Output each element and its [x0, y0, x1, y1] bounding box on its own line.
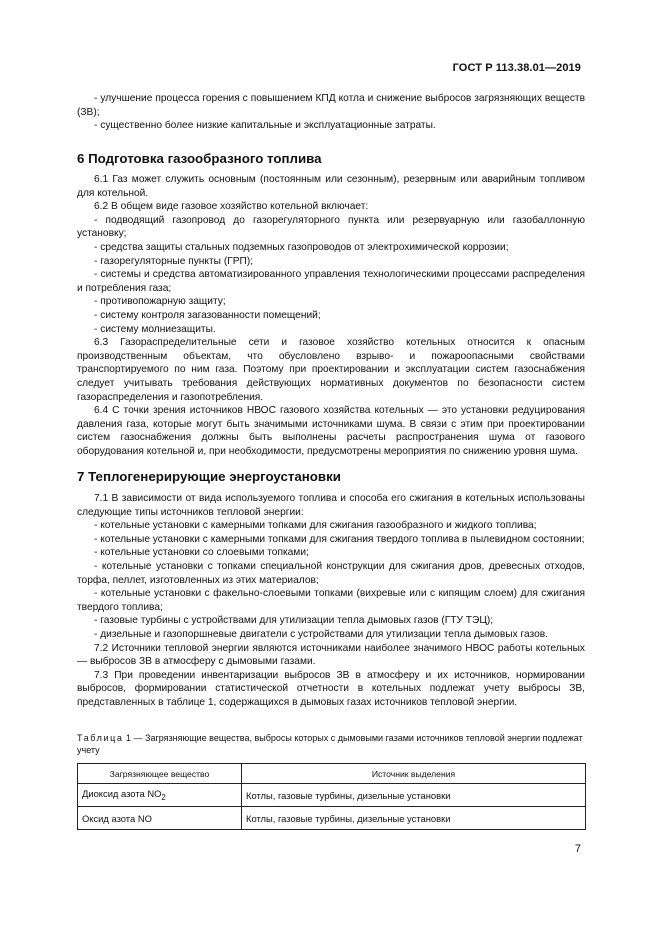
- list-item: - дизельные и газопоршневые двигатели с устройствами для утилизации тепла дымовых газов.: [94, 628, 549, 640]
- list-item: - газорегуляторные пункты (ГРП);: [94, 255, 254, 267]
- column-header-source: Источник выделения: [242, 764, 586, 784]
- list-item: - средства защиты стальных подземных газопроводов от электрохимической коррозии;: [94, 241, 509, 253]
- table-caption-label: Таблица: [77, 733, 124, 743]
- intro-list: [77, 92, 585, 133]
- paragraph: 6.2 В общем виде газовое хозяйство котельной включает:: [94, 201, 369, 213]
- pollutants-table: [77, 763, 586, 830]
- table-row: [78, 784, 586, 807]
- list-item: - котельные установки с камерными топками для сжигания газообразного и жидкого топлива;: [94, 520, 537, 532]
- substance-subscript: 2: [161, 792, 166, 802]
- substance-name: Диоксид азота NO: [82, 788, 162, 800]
- source-cell: Котлы, газовые турбины, дизельные установки: [242, 784, 586, 807]
- list-item: - системы и средства автоматизированного управления технологическими процессами распределения и потребления газа;: [77, 269, 585, 294]
- paragraph: 6.4 С точки зрения источников НВОС газового хозяйства котельных — это установки редуцирования давления газа, которые могут быть значимыми источниками шума. В связи с этим при проектировании систем газоснабжения должны быть выполнены расчеты распространения шума от газового оборудования котельной и, при необходимости, предусмотрены мероприятия по снижению уровня шума.: [77, 405, 585, 457]
- list-item: - котельные установки со слоевыми топками;: [94, 547, 309, 559]
- section-7-title: 7 Теплогенерирующие энергоустановки: [77, 469, 341, 484]
- substance-cell: [78, 807, 242, 830]
- paragraph: 7.1 В зависимости от вида используемого топлива и способа его сжигания в котельных использованы следующие типы источников тепловой энергии:: [77, 493, 585, 518]
- list-item: - улучшение процесса горения с повышением КПД котла и снижение выбросов загрязняющих веществ (ЗВ);: [77, 93, 585, 118]
- table-caption-text: 1 — Загрязняющие вещества, выбросы которых с дымовыми газами источников тепловой энергии подлежат учету: [77, 733, 583, 755]
- list-item: - котельные установки с топками специальной конструкции для сжигания дров, древесных отходов, торфа, пеллет, изготовленных из этих материалов;: [77, 560, 585, 586]
- list-item: - котельные установки с факельно-слоевыми топками (вихревые или с кипящим слоем) для сжигания твердого топлива;: [77, 588, 585, 613]
- list-item: - систему контроля загазованности помещений;: [94, 309, 321, 321]
- column-header-substance: Загрязняющее вещество: [78, 764, 242, 784]
- list-item: - систему молниезащиты.: [94, 323, 216, 335]
- table-caption: [77, 732, 587, 756]
- list-item: - газовые турбины с устройствами для утилизации тепла дымовых газов (ГТУ ТЭЦ);: [94, 615, 494, 627]
- paragraph: 7.2 Источники тепловой энергии являются источниками наиболее значимого НВОС работы котельных — выбросов ЗВ в атмосферу с дымовыми газами.: [77, 642, 585, 668]
- section-6-title: 6 Подготовка газообразного топлива: [77, 151, 322, 166]
- section-6-body: [77, 173, 585, 458]
- paragraph: 6.1 Газ может служить основным (постоянным или сезонным), резервным или аварийным топливом для котельной.: [77, 174, 585, 199]
- list-item: - существенно более низкие капитальные и эксплуатационные затраты.: [94, 120, 436, 132]
- standard-header: ГОСТ Р 113.38.01—2019: [452, 62, 581, 74]
- substance-name: Оксид азота NO: [82, 812, 152, 824]
- source-cell: Котлы, газовые турбины, дизельные установки: [242, 807, 586, 830]
- section-7-body: [77, 492, 585, 710]
- list-item: - противопожарную защиту;: [94, 296, 226, 308]
- paragraph: 6.3 Газораспределительные сети и газовое хозяйство котельных относится к опасным производственным объектам, что обусловлено взрыво- и пожароопасными свойствами транспортируемого по ним газа. Поэтому при проектировании и эксплуатации систем газоснабжения следует учитывать требования действующих нормативных документов по безопасности систем газораспределения и газопотребления.: [77, 337, 585, 403]
- list-item: - котельные установки с камерными топками для сжигания твердого топлива в пылевидном состоянии;: [94, 533, 585, 545]
- page-number: 7: [574, 843, 581, 855]
- table-row: [78, 807, 586, 830]
- table-header-row: [78, 764, 586, 784]
- substance-cell: [78, 784, 242, 807]
- list-item: - подводящий газопровод до газорегуляторного пункта или резервуарную или газобаллонную установку;: [77, 214, 585, 240]
- paragraph: 7.3 При проведении инвентаризации выбросов ЗВ в атмосферу и их источников, нормировании выбросов, формировании статистической отчетности в котельных подлежат учету выбросы ЗВ, представленных в таблице 1, содержащихся в дымовых газах источников тепловой энергии.: [77, 669, 585, 708]
